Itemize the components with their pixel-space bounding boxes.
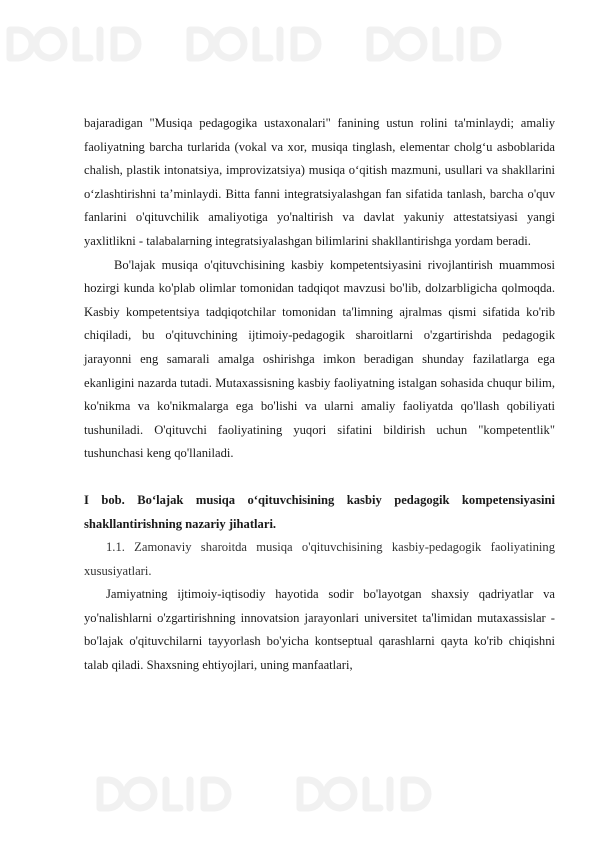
section-subheading: 1.1. Zamonaviy sharoitda musiqa o'qituvchisining kasbiy-pedagogik faoliyatining xususiyatlari. [84, 540, 555, 578]
paragraph-3: Jamiyatning ijtimoiy-iqtisodiy hayotida sodir bo'layotgan shaxsiy qadriyatlar va yo'nalishlarni o'zgartirishning innovatsion jarayonlari universitet ta'limidan mutaxassislar - bo'lajak o'qituvchilarni tayyorlash bo'yicha kontseptual qarashlarni qayta ko'rib chiqishni talab qiladi. Shaxsning ehtiyojlari, uning manfaatlari, [84, 587, 555, 673]
document-body [84, 112, 555, 678]
chapter-heading: I bob. Bo‘lajak musiqa o‘qituvchisining kasbiy pedagogik kompetensiyasini shakllantirishning nazariy jihatlari. [84, 492, 555, 531]
paragraph-1: bajaradigan "Musiqa pedagogika ustaxonalari" fanining ustun rolini ta'minlaydi; amaliy faoliyatning barcha turlarida (vokal va xor, musiqa tinglash, elementar cholg‘u asboblarida chalish, plastik intonatsiya, improvizatsiya) musiqa o‘qitish mazmuni, usullari va shakllarini o‘zlashtirishni ta’minlaydi. Bitta fanni integratsiyalashgan fan sifatida tanlash, barcha o'quv fanlarini o'qituvchilik amaliyotiga yo'naltirish va davlat yakuniy attestatsiyasi yangi yaxlitlikni - talabalarning integratsiyalashgan bilimlarini shakllantirishga yordam beradi. [84, 116, 555, 248]
paragraph-2: Bo'lajak musiqa o'qituvchisining kasbiy kompetentsiyasini rivojlantirish muammosi hozirgi kunda ko'plab olimlar tomonidan tadqiqot mavzusi bo'lib, dolzarbligicha qolmoqda. Kasbiy kompetentsiya tadqiqotchilar tomonidan ta'limning ajralmas qismi sifatida ko'rib chiqiladi, bu o'qituvchining ijtimoiy-pedagogik sharoitlarni o'zgartirishda pedagogik jarayonni eng samarali amalga oshirishga imkon beradigan shunday fazilatlarga ega ekanligini nazarda tutadi. Mutaxassisning kasbiy faoliyatning istalgan sohasida chuqur bilim, ko'nikma va ko'nikmalarga ega bo'lishi va ularni amaliy faoliyatda qo'llash qobiliyati tushuniladi. O'qituvchi faoliyatining yuqori sifatini bildirish uchun "kompetentlik" tushunchasi keng qo'llaniladi. [84, 257, 555, 461]
